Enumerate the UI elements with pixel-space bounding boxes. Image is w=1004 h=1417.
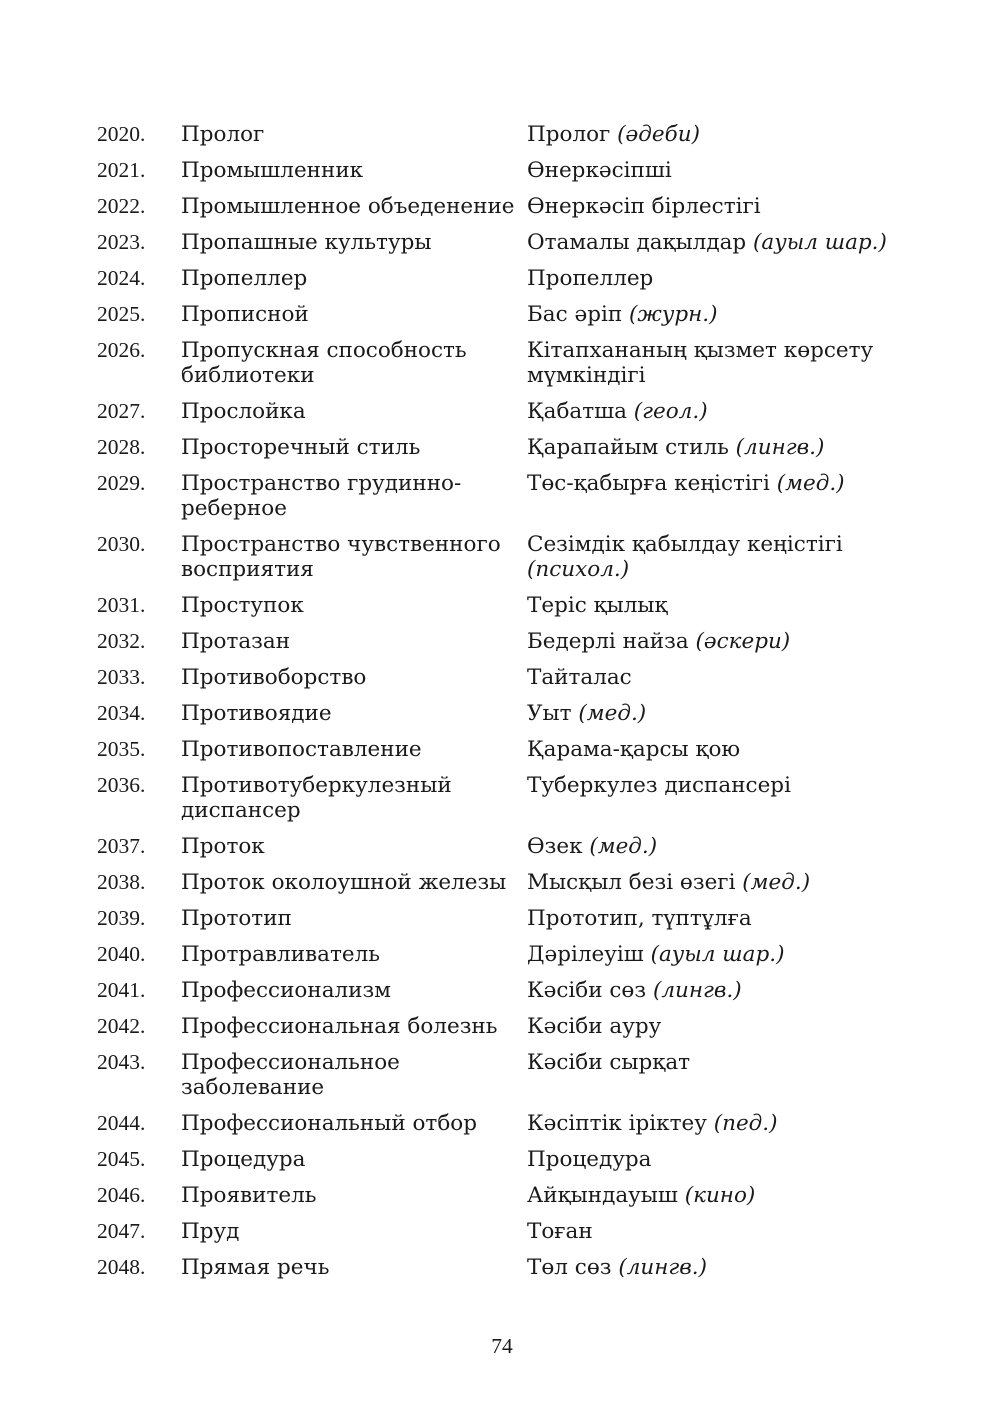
russian-term: Пролог: [181, 122, 265, 147]
dictionary-entries: [97, 122, 917, 1291]
russian-term: Пропашные культуры: [181, 230, 432, 255]
kazakh-translation: [527, 870, 917, 895]
domain-note: (әдеби): [617, 122, 700, 147]
kazakh-translation: [527, 158, 917, 183]
kazakh-translation: [527, 266, 917, 291]
entry-number: 2033.: [97, 665, 146, 689]
entry-number: 2036.: [97, 773, 146, 797]
entry-row: [97, 942, 917, 967]
domain-note: (мед.): [578, 701, 647, 726]
kazakh-term: Кәсіптік іріктеу: [527, 1111, 707, 1136]
kazakh-term: Кәсіби ауру: [527, 1014, 662, 1039]
kazakh-translation: [527, 942, 917, 967]
kazakh-translation: [527, 1183, 917, 1208]
kazakh-translation: [527, 773, 917, 798]
russian-term: Просторечный стиль: [181, 435, 421, 460]
entry-row: [97, 266, 917, 291]
entry-row: [97, 906, 917, 931]
domain-note: (лингв.): [735, 435, 825, 460]
kazakh-term: Өзек: [527, 834, 583, 859]
kazakh-term: Кітапхананың қызмет көрсету мүмкіндігі: [527, 338, 874, 388]
entry-row: [97, 834, 917, 859]
kazakh-term: Уыт: [527, 701, 572, 726]
kazakh-term: Тоған: [527, 1219, 593, 1244]
russian-term: Процедура: [181, 1147, 306, 1172]
entry-row: [97, 1111, 917, 1136]
domain-note: (психол.): [527, 557, 630, 582]
russian-term: Пропеллер: [181, 266, 308, 291]
kazakh-translation: [527, 435, 917, 460]
domain-note: (ауыл шар.): [650, 942, 785, 967]
kazakh-term: Пропеллер: [527, 266, 654, 291]
kazakh-translation: [527, 1050, 917, 1075]
entry-number: 2044.: [97, 1111, 146, 1135]
entry-number: 2038.: [97, 870, 146, 894]
kazakh-term: Бедерлі найза: [527, 629, 689, 654]
entry-number: 2040.: [97, 942, 146, 966]
russian-term: Прототип: [181, 906, 292, 931]
russian-term: Пруд: [181, 1219, 240, 1244]
entry-row: [97, 701, 917, 726]
domain-note: (ауыл шар.): [753, 230, 887, 255]
entry-number: 2039.: [97, 906, 146, 930]
russian-term: Прописной: [181, 302, 309, 327]
russian-term: Противоядие: [181, 701, 332, 726]
russian-term: Противопоставление: [181, 737, 422, 762]
russian-term: Пропускная способность библиотеки: [181, 338, 467, 388]
kazakh-translation: [527, 1255, 917, 1280]
entry-number: 2028.: [97, 435, 146, 459]
entry-row: [97, 1183, 917, 1208]
entry-number: 2047.: [97, 1219, 146, 1243]
kazakh-translation: [527, 593, 917, 618]
kazakh-translation: [527, 1014, 917, 1039]
domain-note: (журн.): [629, 302, 718, 327]
kazakh-term: Мысқыл безі өзегі: [527, 870, 736, 895]
russian-term: Протазан: [181, 629, 291, 654]
entry-row: [97, 593, 917, 618]
domain-note: (лингв.): [618, 1255, 708, 1280]
russian-term: Противотуберкулезный диспансер: [181, 773, 452, 823]
kazakh-term: Өнеркәсіп бірлестігі: [527, 194, 761, 219]
entry-row: [97, 435, 917, 460]
entry-number: 2045.: [97, 1147, 146, 1171]
kazakh-translation: [527, 665, 917, 690]
kazakh-term: Бас әріп: [527, 302, 623, 327]
kazakh-term: Процедура: [527, 1147, 652, 1172]
russian-term: Пространство грудинно-реберное: [181, 471, 462, 521]
russian-term: Профессионализм: [181, 978, 391, 1003]
entry-number: 2022.: [97, 194, 146, 218]
kazakh-translation: [527, 532, 917, 582]
russian-term: Профессиональная болезнь: [181, 1014, 498, 1039]
domain-note: (геол.): [633, 399, 708, 424]
kazakh-translation: [527, 906, 917, 931]
entry-row: [97, 471, 917, 521]
russian-term: Противоборство: [181, 665, 367, 690]
russian-term: Проступок: [181, 593, 304, 618]
kazakh-translation: [527, 834, 917, 859]
entry-number: 2024.: [97, 266, 146, 290]
entry-number: 2025.: [97, 302, 146, 326]
entry-number: 2037.: [97, 834, 146, 858]
kazakh-translation: [527, 194, 917, 219]
kazakh-term: Кәсіби сырқат: [527, 1050, 691, 1075]
kazakh-term: Төл сөз: [527, 1255, 612, 1280]
kazakh-translation: [527, 1219, 917, 1244]
kazakh-term: Отамалы дақылдар: [527, 230, 747, 255]
entry-row: [97, 230, 917, 255]
kazakh-translation: [527, 302, 917, 327]
russian-term: Протравливатель: [181, 942, 380, 967]
kazakh-term: Қарама-қарсы қою: [527, 737, 741, 762]
entry-row: [97, 773, 917, 823]
entry-number: 2026.: [97, 338, 146, 362]
entry-number: 2041.: [97, 978, 146, 1002]
entry-number: 2020.: [97, 122, 146, 146]
entry-row: [97, 1147, 917, 1172]
entry-row: [97, 194, 917, 219]
russian-term: Промышленник: [181, 158, 364, 183]
entry-row: [97, 122, 917, 147]
kazakh-term: Өнеркәсіпші: [527, 158, 672, 183]
kazakh-term: Туберкулез диспансері: [527, 773, 791, 798]
entry-row: [97, 1050, 917, 1100]
russian-term: Промышленное объеденение: [181, 194, 515, 219]
entry-row: [97, 1014, 917, 1039]
entry-row: [97, 532, 917, 582]
entry-number: 2021.: [97, 158, 146, 182]
entry-row: [97, 1255, 917, 1280]
russian-term: Проток: [181, 834, 265, 859]
kazakh-translation: [527, 737, 917, 762]
kazakh-term: Прототип, түптұлға: [527, 906, 752, 931]
entry-row: [97, 302, 917, 327]
page-number: 74: [491, 1334, 513, 1358]
kazakh-term: Тайталас: [527, 665, 632, 690]
entry-number: 2030.: [97, 532, 146, 556]
kazakh-term: Қарапайым стиль: [527, 435, 729, 460]
entry-row: [97, 338, 917, 388]
kazakh-term: Пролог: [527, 122, 611, 147]
entry-number: 2048.: [97, 1255, 146, 1279]
kazakh-translation: [527, 1111, 917, 1136]
domain-note: (кино): [684, 1183, 756, 1208]
domain-note: (әскери): [695, 629, 791, 654]
russian-term: Профессиональное заболевание: [181, 1050, 400, 1100]
kazakh-term: Төс-қабырға кеңістігі: [527, 471, 770, 496]
entry-number: 2042.: [97, 1014, 146, 1038]
kazakh-translation: [527, 701, 917, 726]
entry-number: 2032.: [97, 629, 146, 653]
entry-number: 2029.: [97, 471, 146, 495]
entry-number: 2027.: [97, 399, 146, 423]
domain-note: (мед.): [589, 834, 658, 859]
kazakh-translation: [527, 230, 917, 255]
domain-note: (лингв.): [652, 978, 742, 1003]
kazakh-translation: [527, 399, 917, 424]
russian-term: Прослойка: [181, 399, 306, 424]
russian-term: Пространство чувственного восприятия: [181, 532, 501, 582]
entry-row: [97, 665, 917, 690]
entry-row: [97, 737, 917, 762]
entry-row: [97, 629, 917, 654]
entry-row: [97, 1219, 917, 1244]
kazakh-translation: [527, 122, 917, 147]
kazakh-translation: [527, 629, 917, 654]
entry-number: 2031.: [97, 593, 146, 617]
entry-number: 2023.: [97, 230, 146, 254]
russian-term: Проток околоушной железы: [181, 870, 507, 895]
domain-note: (мед.): [776, 471, 845, 496]
kazakh-term: Айқындауыш: [527, 1183, 678, 1208]
entry-row: [97, 158, 917, 183]
russian-term: Прямая речь: [181, 1255, 330, 1280]
domain-note: (мед.): [742, 870, 811, 895]
entry-row: [97, 870, 917, 895]
kazakh-translation: [527, 338, 917, 388]
russian-term: Профессиональный отбор: [181, 1111, 477, 1136]
entry-number: 2034.: [97, 701, 146, 725]
kazakh-translation: [527, 1147, 917, 1172]
entry-number: 2035.: [97, 737, 146, 761]
entry-number: 2043.: [97, 1050, 146, 1074]
entry-row: [97, 399, 917, 424]
kazakh-translation: [527, 471, 917, 496]
kazakh-term: Теріс қылық: [527, 593, 668, 618]
kazakh-term: Кәсіби сөз: [527, 978, 647, 1003]
russian-term: Проявитель: [181, 1183, 317, 1208]
entry-row: [97, 978, 917, 1003]
entry-number: 2046.: [97, 1183, 146, 1207]
kazakh-term: Қабатша: [527, 399, 627, 424]
kazakh-translation: [527, 978, 917, 1003]
domain-note: (пед.): [713, 1111, 778, 1136]
kazakh-term: Дәрілеуіш: [527, 942, 644, 967]
kazakh-term: Сезімдік қабылдау кеңістігі: [527, 532, 843, 557]
